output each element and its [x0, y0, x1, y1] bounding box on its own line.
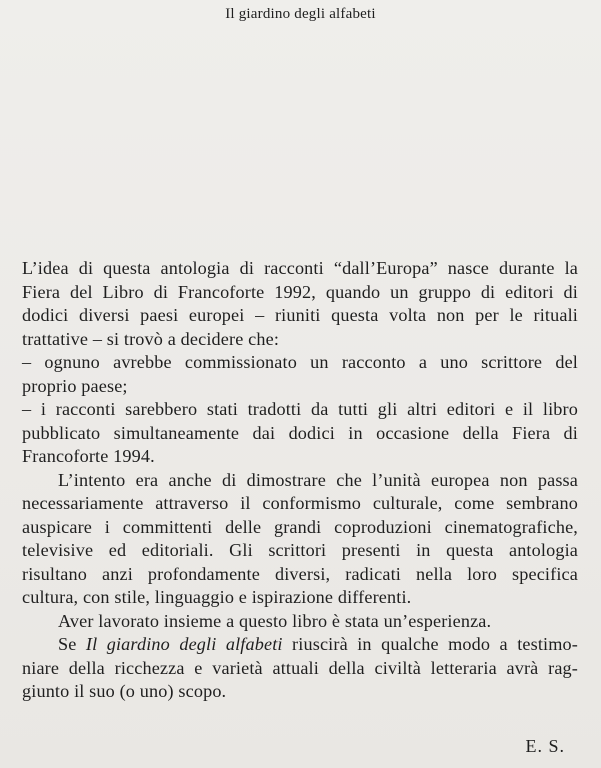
text-fragment: riuscirà in qualche modo a testimo-: [282, 634, 578, 654]
text-line: Fiera del Libro di Francoforte 1992, quando un gruppo di editori di: [22, 281, 578, 302]
list-item-line: – i racconti sarebbero stati tradotti da tutti gli altri editori e il libro: [22, 399, 578, 419]
author-initials: E. S.: [525, 736, 565, 756]
text-line: auspicare i committenti delle grandi coproduzioni cinematografiche,: [22, 516, 578, 537]
text-line: cultura, con stile, linguaggio e ispirazione differenti.: [22, 587, 412, 607]
preface-text: [22, 257, 578, 704]
text-line: dodici diversi paesi europei – riuniti questa volta non per le rituali: [22, 305, 578, 325]
text-line: trattative – si trovò a decidere che:: [22, 328, 280, 349]
paragraph-first-line: L’intento era anche di dimostrare che l’unità europea non passa: [58, 469, 578, 490]
text-line: risultano anzi profondamente diversi, radicati nella loro specifica: [22, 563, 578, 584]
paragraph-first-line: Aver lavorato insieme a questo libro è stata un’esperienza.: [58, 610, 492, 631]
text-fragment: Se: [58, 634, 86, 654]
text-line: televisive ed editoriali. Gli scrittori presenti in questa antologia: [22, 540, 578, 560]
running-header: Il giardino degli alfabeti: [225, 6, 376, 22]
text-line: necessariamente attraverso il conformismo culturale, come sembrano: [22, 493, 578, 513]
text-line: giunto il suo (o uno) scopo.: [22, 681, 227, 701]
list-item-line: Francoforte 1994.: [22, 446, 155, 466]
paragraph-first-line: [22, 633, 578, 657]
list-item-line: proprio paese;: [22, 375, 128, 396]
text-line: niare della ricchezza e varietà attuali della civiltà letteraria avrà rag-: [22, 657, 578, 678]
list-item-line: pubblicato simultaneamente dai dodici in occasione della Fiera di: [22, 422, 578, 443]
text-line: L’idea di questa antologia di racconti “dall’Europa” nasce durante la: [22, 258, 578, 278]
list-item-line: – ognuno avrebbe commissionato un racconto a uno scrittore del: [22, 352, 578, 372]
book-title-italic: Il giardino degli alfabeti: [85, 634, 283, 654]
